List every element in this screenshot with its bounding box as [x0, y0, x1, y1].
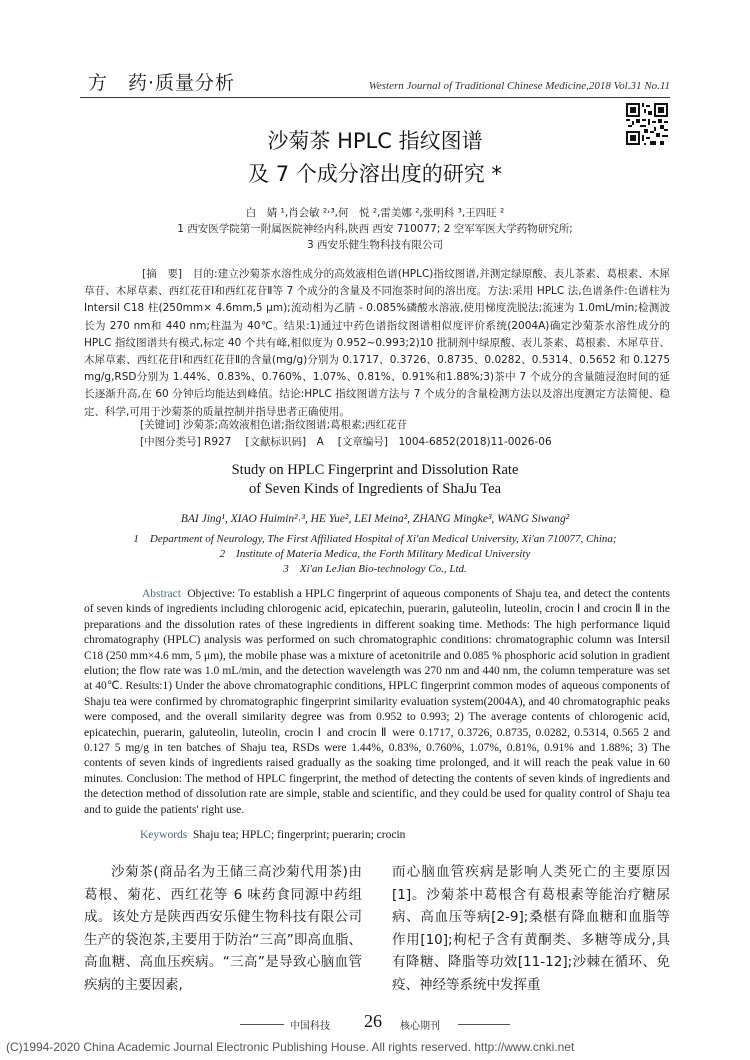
- affiliation-en-line2: 2 Institute of Materia Medica, the Forth Military Medical University: [219, 548, 531, 560]
- footer-right-label: 核心期刊: [400, 1021, 440, 1032]
- clc-number: [中图分类号] R927: [140, 436, 232, 448]
- keywords-en-label: Keywords: [140, 829, 188, 841]
- article-number: [文章编号] 1004-6852(2018)11-0026-06: [337, 436, 552, 448]
- authors-cn: 白 婧 ¹,肖会敏 ²˒³,何 悦 ²,雷美娜 ²,张明科 ³,王四旺 ²: [245, 207, 505, 219]
- journal-citation: Western Journal of Traditional Chinese Medicine,2018 Vol.31 No.11: [368, 80, 670, 92]
- affiliation-en-line1: 1 Department of Neurology, The First Affiliated Hospital of Xi'an Medical University, Xi'an 710077, China;: [133, 533, 617, 545]
- keywords-cn: [关键词] 沙菊茶;高效液相色谱;指纹图谱;葛根素;西红花苷: [140, 419, 408, 431]
- abstract-cn-label: [摘 要]: [142, 268, 183, 280]
- footer-rule-left: [240, 1024, 284, 1025]
- qr-code-icon: [626, 103, 668, 145]
- abstract-cn: [84, 266, 670, 421]
- affiliation-en-line3: 3 Xi'an LeJian Bio-technology Co., Ltd.: [283, 563, 467, 575]
- title-en-line1: Study on HPLC Fingerprint and Dissolution Rate: [231, 462, 519, 478]
- keywords-en: [140, 829, 405, 841]
- keywords-en-text: Shaju tea; HPLC; fingerprint; puerarin; crocin: [193, 829, 406, 841]
- footer-left-label: 中国科技: [290, 1021, 330, 1032]
- section-title: 方 药·质量分析: [88, 72, 236, 94]
- abstract-en-text: Objective: To establish a HPLC fingerprint of aqueous components of Shaju tea, and detect the contents of seven kinds of ingredients including chlorogenic acid, epicatechin, puerarin, galuteolin, luteolin, crocin Ⅰ and crocin Ⅱ in the preparations and the dissolution rates of these ingredients in different soaking time. Methods: The high performance liquid chromatography (HPLC) analysis was performed on such chromatographic conditions: chromatographic column was Intersil C18 (250 mm×4.6 mm, 5 μm), the mobile phase was a mixture of acetonitrile and 0.085 % phosphoric acid solution in gradient elution; the flow rate was 1.0 mL/min, and the detection wavelength was 270 nm and 440 nm, the column temperature was set at 40℃. Results:1) Under the above chromatographic conditions, HPLC fingerprint common modes of aqueous components of Shaju tea were confirmed by chromatographic fingerprint similarity evaluation system(2004A), and 40 chromatographic peaks were composed, and the overall similarity degree was from 0.952 to 0.993; 2) The average contents of chlorogenic acid, epicatechin, puerarin, galuteolin, luteolin, crocin Ⅰ and crocin Ⅱ were 0.1717, 0.3726, 0.8735, 0.0282, 0.5314, 0.565 2 and 0.127 5 mg/g in ten batches of Shaju tea, RSDs were 1.44%, 0.83%, 0.760%, 1.07%, 0.81%, 0.91% and 1.88%; 3) The contents of seven kinds of ingredients raised gradually as the soaking time prolonged, and it will reach the peak value in 60 minutes. Conclusion: The method of HPLC fingerprint, the method of detecting the contents of seven kinds of ingredients and the detection method of dissolution rate are simple, stable and scientific, and they could be used for quality control of Shaju tea and to guide the patients' right use.: [84, 588, 671, 816]
- footer-rule-right: [458, 1024, 510, 1025]
- page-footer: [240, 1013, 510, 1035]
- abstract-en: [84, 587, 670, 818]
- copyright-notice: (C)1994-2020 China Academic Journal Electronic Publishing House. All rights reserved. http://www.cnki.net: [6, 1040, 575, 1054]
- classification-line: [140, 434, 640, 449]
- document-code: [文献标识码] A: [245, 436, 324, 448]
- title-en-line2: of Seven Kinds of Ingredients of ShaJu Tea: [248, 481, 501, 497]
- page-number: 26: [364, 1011, 382, 1031]
- body-column-right: 而心脑血管疾病是影响人类死亡的主要原因[1]。沙菊茶中葛根含有葛根素等能治疗糖尿病、高血压等病[2-9];桑椹有降血糖和血脂等作用[10];枸杞子含有黄酮类、多糖等成分,具有降糖、降脂等功效[11-12];沙棘在循环、免疫、神经等系统中发挥重: [392, 864, 670, 993]
- title-cn-line1: 沙菊茶 HPLC 指纹图谱: [267, 129, 483, 153]
- affiliation-cn-line2: 3 西安乐健生物科技有限公司: [306, 239, 444, 251]
- header-divider: [80, 97, 670, 98]
- authors-en: BAI Jing¹, XIAO Huimin²˒³, HE Yue², LEI Meina², ZHANG Mingke³, WANG Siwang²: [180, 513, 570, 525]
- title-cn-line2: 及 7 个成分溶出度的研究 *: [248, 162, 502, 186]
- affiliation-cn-line1: 1 西安医学院第一附属医院神经内科,陕西 西安 710077; 2 空军军医大学药物研究所;: [177, 223, 573, 235]
- abstract-cn-text: 目的:建立沙菊茶水溶性成分的高效液相色谱(HPLC)指纹图谱,并测定绿原酸、表儿茶素、葛根素、木犀草苷、木犀草素、西红花苷Ⅰ和西红花苷Ⅱ等 7 个成分的含量及不同泡茶时间的溶出度。方法:采用 HPLC 法,色谱条件:色谱柱为 Intersil C18 柱(250mm× 4.6mm,5 μm);流动相为乙腈 - 0.085%磷酸水溶液,使用梯度洗脱法;流速为 1.0mL/min;检测波长为 270 nm和 440 nm;柱温为 40℃。结果:1)通过中药色谱指纹图谱相似度评价系统(2004A)确定沙菊茶水溶性成分的 HPLC 指纹图谱共有模式,标定 40 个共有峰,相似度为 0.952~0.993;2)10 批制剂中绿原酸、表儿茶素、葛根素、木犀草苷、木犀草素、西红花苷Ⅰ和西红花苷Ⅱ的含量(mg/g)分别为 0.1717、0.3726、0.8735、0.0282、0.5314、0.5652 和 0.1275 mg/g,RSD分别为 1.44%、0.83%、0.760%、1.07%、0.81%、0.91%和1.88%;3)茶中 7 个成分的含量随浸泡时间的延长逐渐升高,在 60 分钟后均能达到峰值。结论:HPLC 指纹图谱方法与 7 个成分的含量检测方法以及溶出度测定方法简便、稳定、科学,可用于沙菊茶的质量控制并指导患者正确使用。: [84, 268, 670, 418]
- abstract-en-label: Abstract: [142, 588, 181, 600]
- body-column-left: 沙菊茶(商品名为王储三高沙菊代用茶)由葛根、菊花、西红花等 6 味药食同源中药组成。该处方是陕西西安乐健生物科技有限公司生产的袋泡茶,主要用于防治“三高”即高血脂、高血糖、高血压疾病。“三高”是导致心脑血管疾病的主要因素,: [84, 864, 362, 993]
